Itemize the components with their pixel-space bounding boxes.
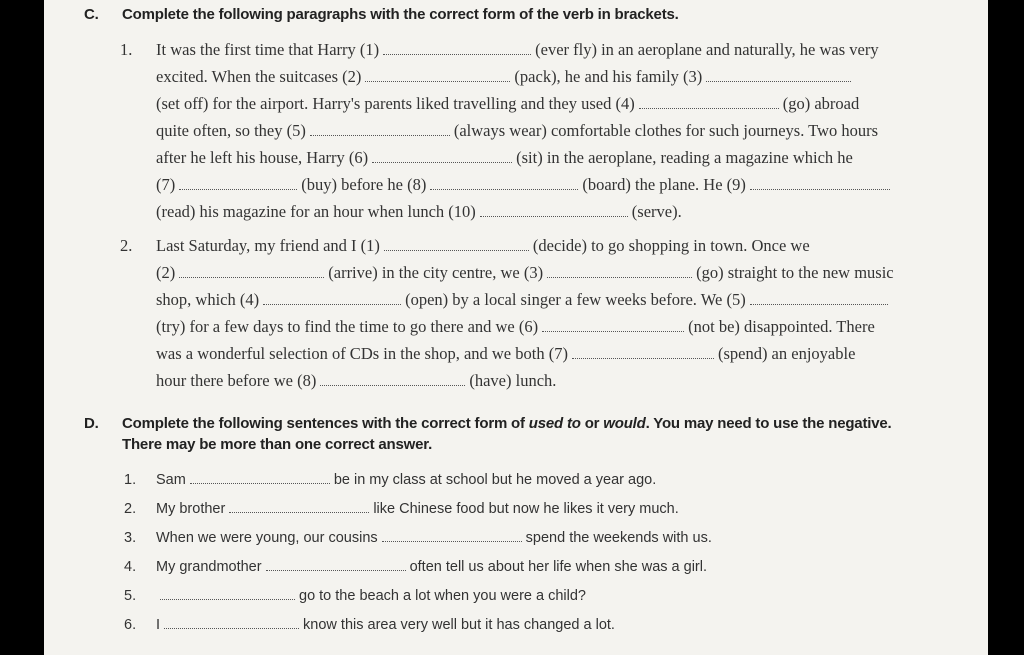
text: (buy) before he (8) bbox=[301, 175, 427, 194]
sentence-3 bbox=[156, 530, 712, 546]
section-d-instruction-line-2: There may be more than one correct answer. bbox=[122, 436, 433, 453]
sentence-3-number: 3. bbox=[124, 530, 137, 546]
blank-c2-2[interactable] bbox=[179, 265, 324, 278]
text: was a wonderful selection of CDs in the shop, and we both (7) bbox=[156, 344, 568, 363]
text: be in my class at school but he moved a year ago. bbox=[333, 472, 657, 488]
sentence-2-number: 2. bbox=[124, 501, 137, 517]
blank-c2-5[interactable] bbox=[750, 292, 888, 305]
blank-d-4[interactable] bbox=[266, 560, 406, 571]
text: (spend) an enjoyable bbox=[717, 344, 856, 363]
text: used to bbox=[528, 415, 581, 432]
text: My brother bbox=[156, 501, 226, 517]
text: (have) lunch. bbox=[469, 371, 557, 390]
exercise-1-line-1 bbox=[156, 36, 879, 63]
exercise-2-number: 2. bbox=[120, 236, 133, 255]
exercise-2-line-5 bbox=[156, 340, 855, 367]
blank-c1-3[interactable] bbox=[706, 69, 851, 82]
blank-c2-1[interactable] bbox=[384, 238, 529, 251]
blank-c1-1[interactable] bbox=[383, 42, 531, 55]
blank-c1-2[interactable] bbox=[365, 69, 510, 82]
text: would bbox=[603, 415, 646, 432]
text: hour there before we (8) bbox=[156, 371, 317, 390]
text: My grandmother bbox=[156, 559, 262, 575]
text: after he left his house, Harry (6) bbox=[156, 148, 369, 167]
blank-d-3[interactable] bbox=[382, 531, 522, 542]
text: (decide) to go shopping in town. Once we bbox=[532, 236, 810, 255]
text: (not be) disappointed. There bbox=[688, 317, 875, 336]
text: Complete the following sentences with the correct form of bbox=[122, 415, 529, 432]
blank-d-2[interactable] bbox=[229, 502, 369, 513]
text: Sam bbox=[156, 472, 186, 488]
exercise-1-line-3 bbox=[156, 90, 859, 117]
blank-c1-10[interactable] bbox=[480, 204, 628, 217]
section-d-label: D. bbox=[84, 415, 99, 432]
exercise-2-line-3 bbox=[156, 286, 892, 313]
blank-c2-7[interactable] bbox=[572, 346, 714, 359]
text: . You may need to use the negative. bbox=[645, 415, 892, 432]
text: shop, which (4) bbox=[156, 290, 260, 309]
text: (open) by a local singer a few weeks before. We (5) bbox=[405, 290, 746, 309]
sentence-5 bbox=[156, 588, 586, 604]
text: (sit) in the aeroplane, reading a magazine which he bbox=[516, 148, 853, 167]
blank-c1-6[interactable] bbox=[372, 150, 512, 163]
exercise-1-line-2 bbox=[156, 63, 855, 90]
text: Last Saturday, my friend and I (1) bbox=[156, 236, 380, 255]
section-c-header bbox=[84, 6, 679, 23]
exercise-1-number: 1. bbox=[120, 40, 133, 59]
text: (try) for a few days to find the time to go there and we (6) bbox=[156, 317, 539, 336]
text: go to the beach a lot when you were a child? bbox=[299, 588, 586, 604]
exercise-2-line-1 bbox=[156, 232, 810, 259]
text: (set off) for the airport. Harry's parents liked travelling and they used (4) bbox=[156, 94, 635, 113]
blank-c2-4[interactable] bbox=[263, 292, 401, 305]
text: (board) the plane. He (9) bbox=[582, 175, 746, 194]
blank-c1-7[interactable] bbox=[179, 177, 297, 190]
section-c-label: C. bbox=[84, 6, 99, 23]
text: often tell us about her life when she was a girl. bbox=[409, 559, 707, 575]
exercise-2-line-4 bbox=[156, 313, 875, 340]
worksheet-page bbox=[44, 0, 988, 655]
exercise-1-line-5 bbox=[156, 144, 853, 171]
blank-d-1[interactable] bbox=[190, 473, 330, 484]
sentence-6 bbox=[156, 617, 615, 633]
exercise-2-line-2 bbox=[156, 259, 894, 286]
text: (read) his magazine for an hour when lunch (10) bbox=[156, 202, 476, 221]
sentence-4-number: 4. bbox=[124, 559, 137, 575]
text: (go) abroad bbox=[782, 94, 860, 113]
exercise-1-line-7 bbox=[156, 198, 682, 225]
text: When we were young, our cousins bbox=[156, 530, 378, 546]
text: (go) straight to the new music bbox=[696, 263, 894, 282]
text: (2) bbox=[156, 263, 176, 282]
blank-c1-4[interactable] bbox=[639, 96, 779, 109]
text: I bbox=[156, 617, 161, 633]
sentence-5-number: 5. bbox=[124, 588, 137, 604]
blank-d-5[interactable] bbox=[160, 589, 295, 600]
blank-c2-8[interactable] bbox=[320, 373, 465, 386]
text: excited. When the suitcases (2) bbox=[156, 67, 362, 86]
sentence-1 bbox=[156, 472, 656, 488]
text: (always wear) comfortable clothes for such journeys. Two hours bbox=[453, 121, 879, 140]
text: (arrive) in the city centre, we (3) bbox=[328, 263, 544, 282]
text: It was the first time that Harry (1) bbox=[156, 40, 380, 59]
text: (pack), he and his family (3) bbox=[514, 67, 703, 86]
text: quite often, so they (5) bbox=[156, 121, 306, 140]
sentence-4 bbox=[156, 559, 707, 575]
blank-c2-3[interactable] bbox=[547, 265, 692, 278]
section-d-header bbox=[84, 415, 891, 432]
exercise-2-line-6 bbox=[156, 367, 556, 394]
exercise-1-line-4 bbox=[156, 117, 878, 144]
text: (serve). bbox=[631, 202, 682, 221]
blank-c1-9[interactable] bbox=[750, 177, 890, 190]
sentence-6-number: 6. bbox=[124, 617, 137, 633]
text: know this area very well but it has changed a lot. bbox=[303, 617, 615, 633]
text: like Chinese food but now he likes it very much. bbox=[373, 501, 679, 517]
sentence-1-number: 1. bbox=[124, 472, 137, 488]
blank-c1-5[interactable] bbox=[310, 123, 450, 136]
blank-d-6[interactable] bbox=[164, 618, 299, 629]
sentence-2 bbox=[156, 501, 679, 517]
text: spend the weekends with us. bbox=[525, 530, 712, 546]
text: or bbox=[580, 415, 604, 432]
exercise-1-line-6 bbox=[156, 171, 894, 198]
section-c-instruction: Complete the following paragraphs with the correct form of the verb in brackets. bbox=[122, 6, 679, 23]
blank-c1-8[interactable] bbox=[430, 177, 578, 190]
text: (7) bbox=[156, 175, 176, 194]
text: (ever fly) in an aeroplane and naturally, he was very bbox=[535, 40, 879, 59]
blank-c2-6[interactable] bbox=[542, 319, 684, 332]
